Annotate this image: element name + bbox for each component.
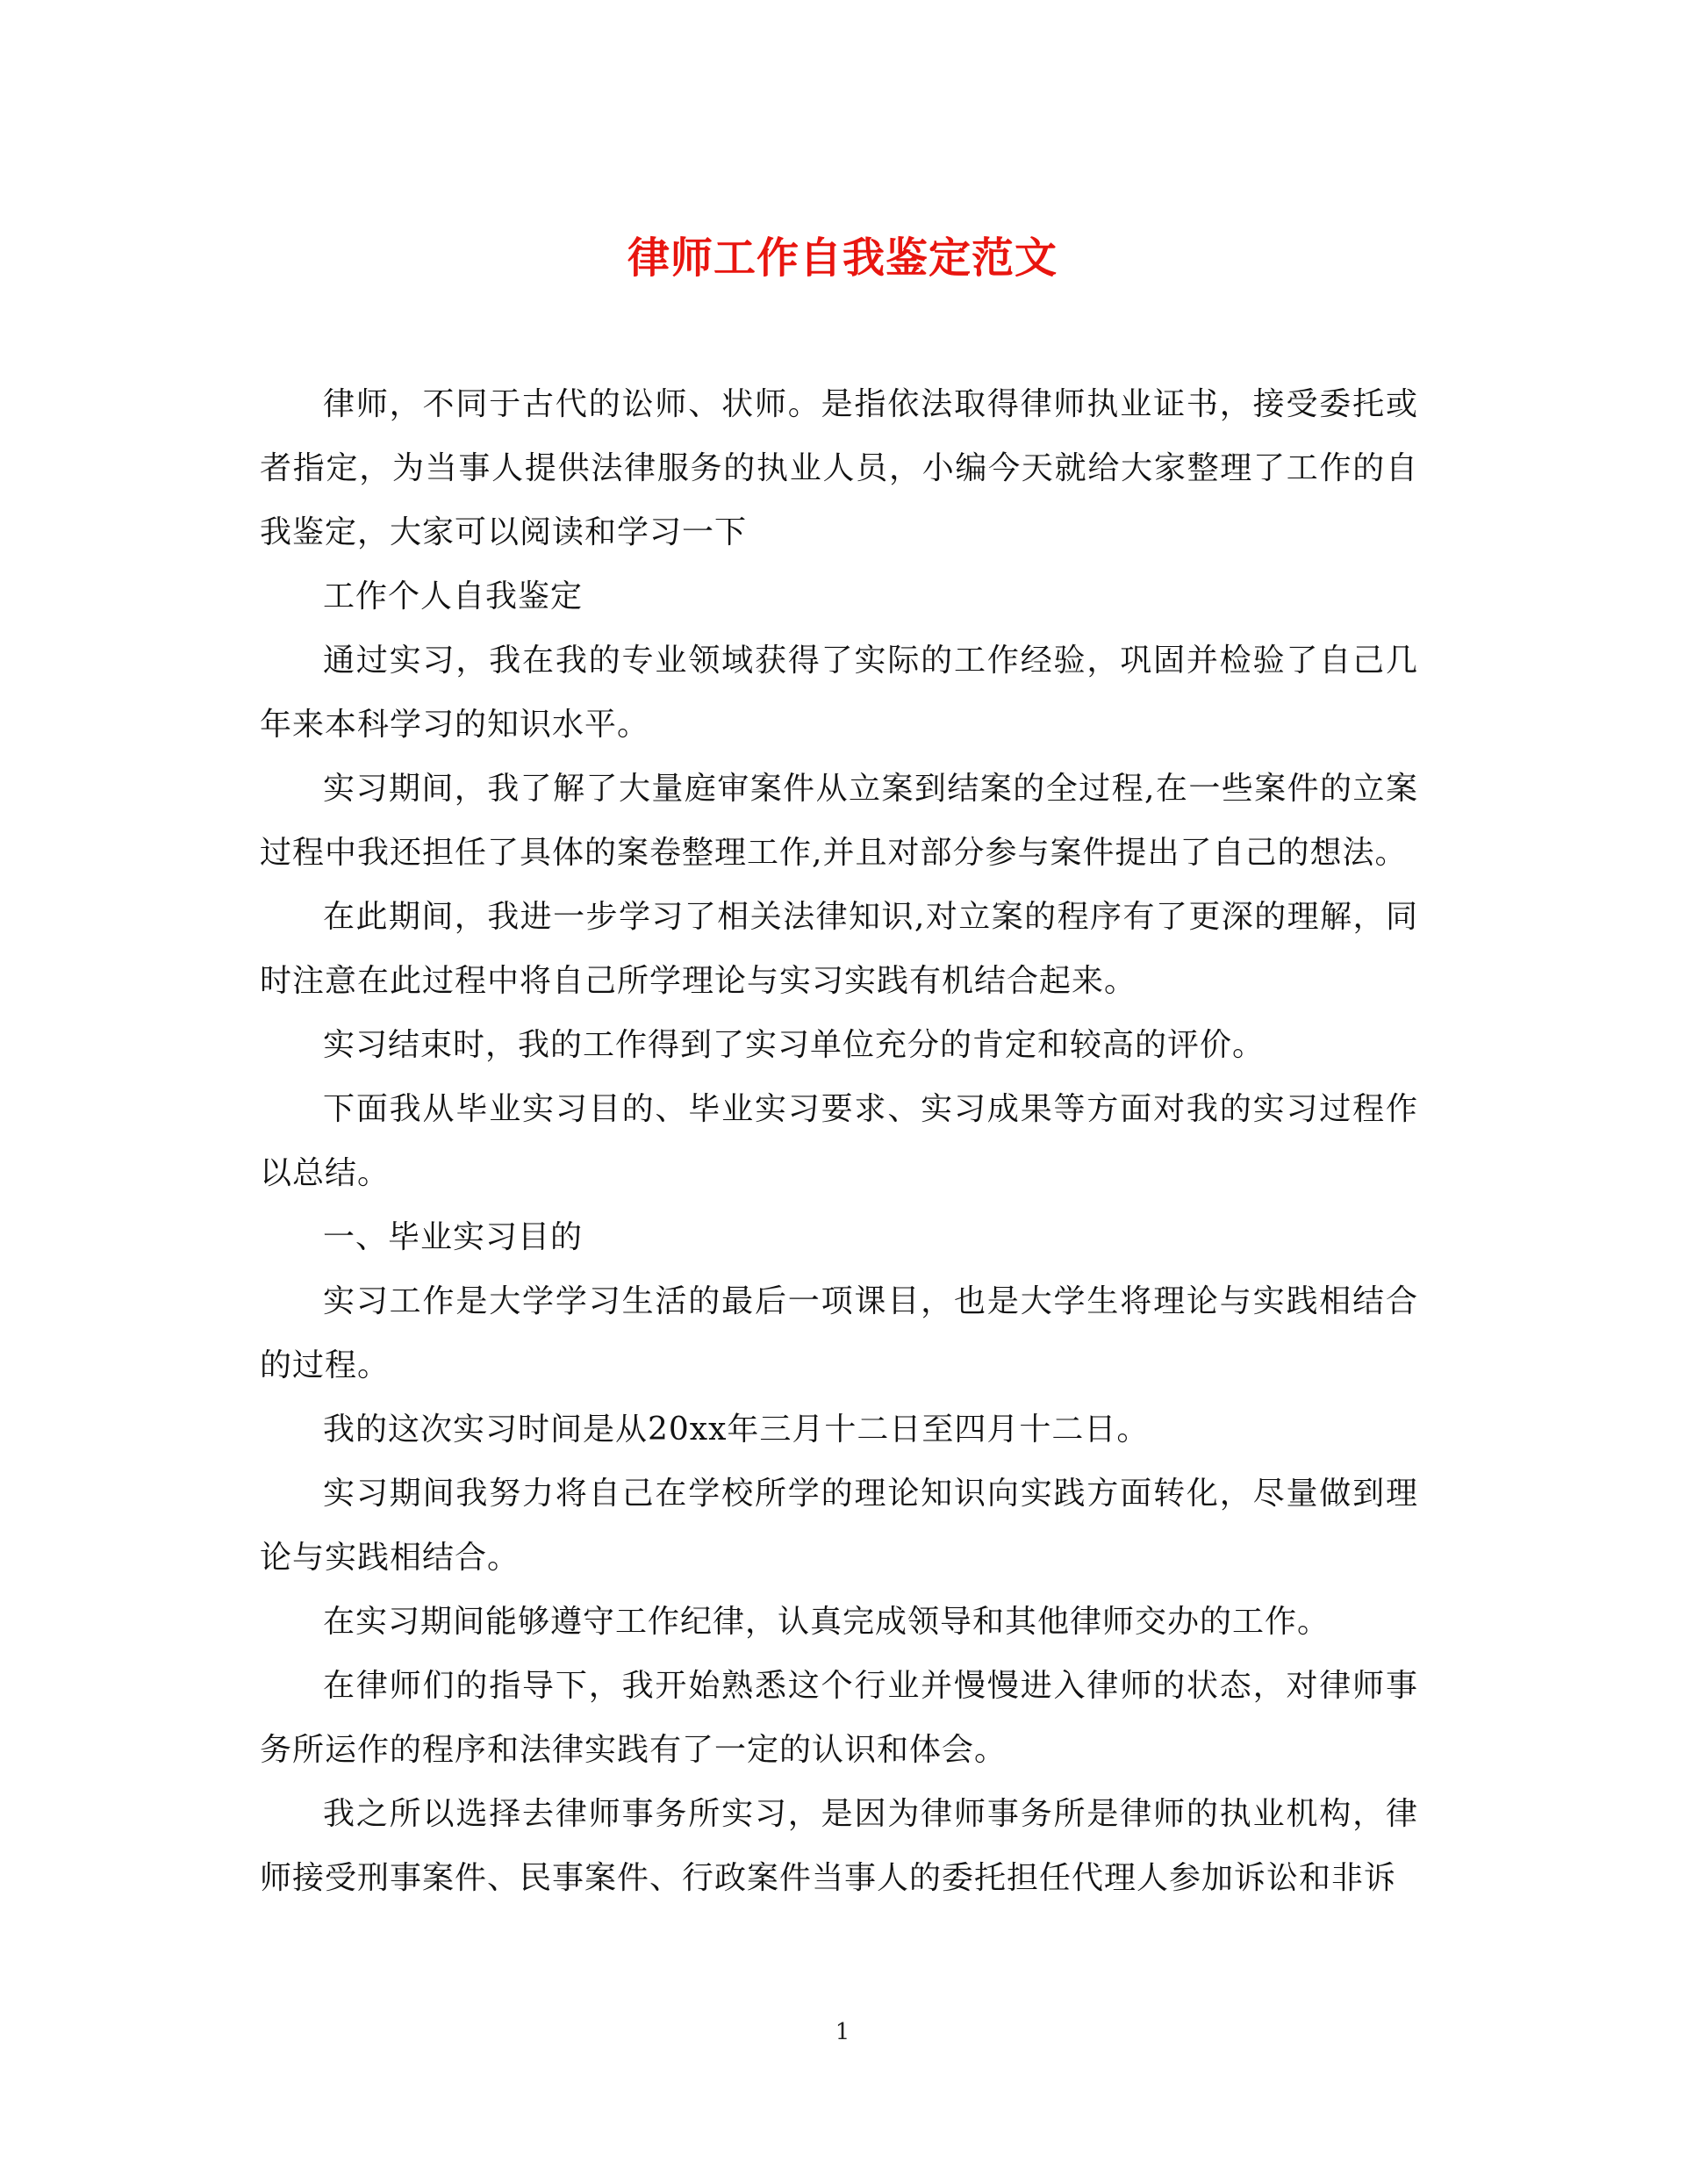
paragraph-heading-self-assessment: 工作个人自我鉴定 bbox=[323, 578, 584, 614]
paragraph: 我之所以选择去律师事务所实习，是因为律师事务所是律师的执业机构，律师接受刑事案件、民事案件、行政案件当事人的委托担任代理人参加诉讼和非诉 bbox=[260, 1796, 1418, 1896]
document-title: 律师工作自我鉴定范文 bbox=[627, 233, 1058, 283]
paragraph: 在律师们的指导下，我开始熟悉这个行业并慢慢进入律师的状态，对律师事务所运作的程序和法律实践有了一定的认识和体会。 bbox=[260, 1668, 1418, 1768]
paragraph: 我的这次实习时间是从20xx年三月十二日至四月十二日。 bbox=[323, 1412, 1150, 1448]
section-heading-internship-purpose: 一、毕业实习目的 bbox=[323, 1219, 584, 1255]
paragraph: 在此期间，我进一步学习了相关法律知识,对立案的程序有了更深的理解，同时注意在此过程中将自己所学理论与实习实践有机结合起来。 bbox=[260, 899, 1418, 999]
paragraph: 通过实习，我在我的专业领域获得了实际的工作经验，巩固并检验了自己几年来本科学习的知识水平。 bbox=[260, 643, 1418, 743]
paragraph: 下面我从毕业实习目的、毕业实习要求、实习成果等方面对我的实习过程作以总结。 bbox=[260, 1091, 1418, 1191]
document-body bbox=[260, 372, 1418, 1910]
paragraph: 实习期间，我了解了大量庭审案件从立案到结案的全过程,在一些案件的立案过程中我还担任了具体的案卷整理工作,并且对部分参与案件提出了自己的想法。 bbox=[260, 771, 1418, 871]
paragraph: 在实习期间能够遵守工作纪律，认真完成领导和其他律师交办的工作。 bbox=[323, 1604, 1330, 1640]
paragraph: 实习期间我努力将自己在学校所学的理论知识向实践方面转化，尽量做到理论与实践相结合。 bbox=[260, 1476, 1418, 1576]
page-number: 1 bbox=[835, 2019, 850, 2045]
paragraph-intro: 律师，不同于古代的讼师、状师。是指依法取得律师执业证书，接受委托或者指定，为当事人提供法律服务的执业人员，小编今天就给大家整理了工作的自我鉴定，大家可以阅读和学习一下 bbox=[260, 386, 1418, 550]
paragraph: 实习工作是大学学习生活的最后一项课目，也是大学生将理论与实践相结合的过程。 bbox=[260, 1283, 1418, 1383]
paragraph: 实习结束时，我的工作得到了实习单位充分的肯定和较高的评价。 bbox=[323, 1027, 1266, 1063]
